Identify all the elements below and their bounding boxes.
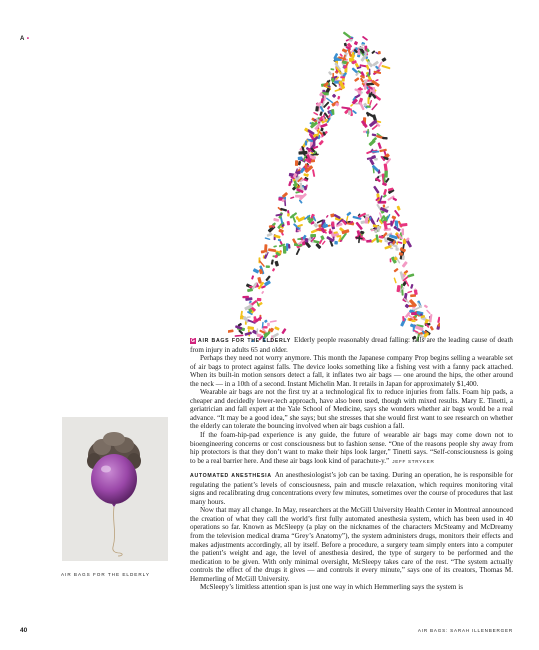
confetti-piece	[341, 106, 350, 109]
confetti-piece	[273, 218, 279, 222]
confetti-piece	[290, 196, 295, 199]
confetti-piece	[297, 238, 302, 240]
section-letter: A	[20, 36, 25, 42]
confetti-piece	[320, 127, 324, 131]
confetti-piece	[383, 204, 386, 207]
confetti-piece	[354, 41, 358, 45]
confetti-piece	[411, 312, 417, 315]
confetti-piece	[287, 213, 290, 217]
confetti-piece	[390, 221, 392, 227]
confetti-piece	[349, 58, 352, 62]
section1-lead-paragraph	[190, 336, 513, 354]
confetti-piece	[410, 323, 416, 328]
confetti-piece	[278, 228, 284, 233]
confetti-piece	[339, 53, 343, 57]
section2-lead-text: An anesthesiologist’s job can be taxing. During an operation, he is responsible for regulating the patient’s levels of consciousness, pain and muscle relaxation, which requires monitoring vital signs and recalibrating drug concentrations every few minutes, sometimes over the course of procedures that last many hours.	[190, 471, 513, 506]
section1-paragraph: Perhaps they need not worry anymore. This month the Japanese company Prop begins selling a wearable set of air bags to protect against falls. The device looks something like a fishing vest with a fanny pack attached. When its built-in motion sensors detect a fall, it inflates two air bags — one around the hips, the other around the neck — in a 10th of a second. Instant Michelin Man. It retails in Japan for approximately $1,400.	[190, 354, 513, 388]
confetti-piece	[313, 112, 318, 116]
confetti-piece	[393, 268, 398, 273]
confetti-piece	[424, 304, 428, 308]
confetti-piece	[295, 160, 298, 166]
confetti-piece	[312, 169, 315, 177]
confetti-piece	[281, 328, 286, 334]
confetti-piece	[337, 96, 340, 100]
confetti-piece	[373, 186, 380, 194]
confetti-piece	[384, 171, 388, 178]
section-icon: G	[191, 338, 195, 344]
confetti-piece	[298, 161, 301, 166]
confetti-piece	[265, 275, 271, 281]
confetti-piece	[272, 268, 275, 272]
confetti-piece	[332, 94, 337, 99]
balloon-photo-image	[62, 417, 168, 561]
confetti-piece	[390, 248, 393, 250]
confetti-piece	[228, 329, 234, 333]
confetti-piece	[430, 326, 434, 331]
confetti-piece	[381, 65, 390, 70]
confetti-piece	[256, 328, 258, 334]
confetti-piece	[348, 110, 351, 115]
confetti-piece	[261, 291, 264, 295]
confetti-piece	[395, 247, 398, 250]
confetti-piece	[401, 289, 403, 295]
article-body	[190, 336, 513, 592]
confetti-piece	[274, 261, 279, 267]
confetti-piece	[288, 181, 292, 186]
confetti-piece	[366, 240, 372, 243]
confetti-piece	[257, 277, 262, 284]
confetti-piece	[266, 265, 270, 268]
section2-paragraph: McSleepy’s limitless attention span is just one way in which Hemmerling says the system is	[200, 583, 463, 592]
confetti-piece	[369, 159, 375, 166]
section1-paragraph-text: If the foam-hip-pad experience is any guide, the future of wearable air bags may come down not to bioengineering concerns or cost consciousness but to fashion sense. “One of the reasons people shy away from hip protectors is that they don’t want to make their hips look larger,” Tinetti says. “Self-consciousness is going to be a real barrier here. And these air bags look kind of parachute-y.”	[190, 431, 513, 465]
confetti-piece	[402, 261, 408, 268]
photo-caption: AIR BAGS FOR THE ELDERLY	[61, 572, 150, 577]
confetti-piece	[355, 94, 361, 99]
confetti-letter-a-illustration	[228, 22, 440, 342]
confetti-piece	[267, 323, 270, 327]
confetti-piece	[369, 69, 371, 76]
confetti-piece	[327, 106, 331, 110]
confetti-piece	[298, 156, 303, 160]
confetti-piece	[410, 284, 413, 289]
confetti-piece	[343, 31, 352, 38]
confetti-piece	[391, 215, 396, 219]
section1-lead-text: Elderly people reasonably dread falling: falls are the leading cause of death from injury in adults 65 and older.	[190, 336, 513, 354]
confetti-piece	[368, 97, 370, 104]
confetti-piece	[346, 211, 351, 216]
confetti-piece	[340, 76, 345, 78]
confetti-piece	[268, 248, 276, 252]
confetti-piece	[390, 258, 392, 262]
confetti-piece	[264, 244, 267, 252]
section2-lead-paragraph	[190, 471, 513, 506]
confetti-piece	[305, 163, 308, 168]
confetti-piece	[298, 151, 307, 155]
confetti-piece	[393, 277, 396, 283]
page-number: 40	[20, 627, 28, 634]
section2-heading: AUTOMATED ANESTHESIA	[190, 473, 272, 480]
confetti-piece	[287, 221, 291, 226]
confetti-piece	[322, 240, 326, 245]
section-dot: •	[26, 36, 30, 42]
confetti-piece	[394, 210, 400, 217]
confetti-piece	[346, 216, 349, 222]
section1-heading: AIR BAGS FOR THE ELDERLY	[198, 338, 291, 344]
confetti-piece	[374, 158, 378, 161]
confetti-piece	[402, 228, 405, 235]
confetti-piece	[381, 57, 386, 62]
confetti-piece	[253, 268, 260, 274]
confetti-piece	[362, 44, 365, 46]
confetti-piece	[247, 326, 254, 330]
section1-paragraph-last	[190, 431, 513, 466]
confetti-piece	[378, 201, 387, 204]
confetti-piece	[267, 232, 273, 237]
confetti-piece	[251, 275, 254, 280]
confetti-piece	[379, 149, 387, 153]
confetti-piece	[264, 319, 268, 323]
confetti-piece	[273, 245, 277, 247]
confetti-piece	[247, 316, 251, 318]
confetti-piece	[354, 77, 360, 82]
confetti-piece	[372, 133, 377, 136]
confetti-piece	[397, 206, 401, 211]
confetti-piece	[397, 241, 402, 244]
confetti-piece	[437, 317, 440, 323]
confetti-piece	[315, 106, 319, 112]
confetti-piece	[350, 104, 353, 107]
confetti-piece	[274, 326, 280, 330]
confetti-piece	[320, 235, 325, 240]
confetti-piece	[384, 163, 388, 171]
balloon-head-photo	[62, 417, 168, 561]
confetti-piece	[371, 103, 378, 110]
confetti-piece	[405, 304, 410, 309]
confetti-piece	[412, 307, 415, 309]
confetti-piece	[397, 221, 399, 229]
confetti-piece	[297, 230, 301, 232]
confetti-piece	[310, 234, 316, 237]
confetti-piece	[367, 129, 369, 137]
confetti-piece	[407, 273, 414, 277]
confetti-piece	[283, 246, 286, 254]
confetti-piece	[426, 309, 431, 314]
confetti-piece	[360, 220, 365, 224]
confetti-piece	[334, 241, 338, 245]
confetti-piece	[377, 142, 382, 149]
confetti-piece	[362, 36, 368, 41]
confetti-piece	[378, 51, 381, 54]
confetti-piece	[326, 215, 329, 218]
confetti-piece	[315, 243, 321, 249]
confetti-piece	[402, 255, 405, 260]
confetti-piece	[296, 248, 301, 255]
confetti-piece	[270, 320, 277, 323]
confetti-piece	[375, 79, 379, 82]
confetti-piece	[257, 298, 262, 302]
confetti-piece	[382, 137, 388, 140]
confetti-piece	[320, 123, 328, 128]
confetti-piece	[331, 221, 334, 226]
illustration-credit: AIR BAGS: SARAH ILLENBERGER	[417, 628, 513, 633]
confetti-piece	[271, 259, 274, 264]
confetti-piece	[355, 103, 359, 105]
confetti-piece	[328, 71, 332, 76]
confetti-piece	[330, 68, 334, 70]
confetti-piece	[371, 50, 375, 54]
confetti-piece	[365, 217, 369, 224]
confetti-piece	[326, 97, 334, 103]
section-marker	[20, 36, 29, 42]
section2-paragraph: Now that may all change. In May, researchers at the McGill University Health Center in Montreal announced the creation of what they call the world’s first fully automated anesthesia system, which has been used in 40 operations so far. Known as McSleepy (a play on the nicknames of the characters McSteamy and McDreamy from the television medical drama “Grey’s Anatomy”), the system administers drugs, monitors their effects and makes adjustments accordingly, all by itself. Before a procedure, a surgery team simply enters into a computer the patient’s weight and age, the level of anesthesia desired, the type of surgery to be performed and the medication to be given. With only minimal oversight, McSleepy takes care of the rest. “The system actually controls the effect of the drugs it gives — and controls it every minute,” says one of its creators, Thomas M. Hemmerling of McGill University.	[190, 506, 513, 583]
confetti-piece	[251, 300, 258, 306]
confetti-piece	[305, 140, 308, 145]
confetti-piece	[242, 296, 249, 299]
confetti-piece	[372, 61, 379, 67]
confetti-piece	[269, 327, 274, 332]
confetti-piece	[278, 239, 281, 242]
author-signature: JEFF STRYKER	[392, 458, 435, 464]
confetti-piece	[265, 237, 271, 240]
confetti-piece	[319, 111, 323, 116]
confetti-piece	[372, 151, 379, 153]
balloon-shape	[91, 454, 137, 504]
confetti-piece	[383, 189, 387, 195]
confetti-piece	[407, 291, 412, 294]
section1-paragraph: Wearable air bags are not the first try at a technological fix to reduce injuries from falls. Foam hip pads, a cheaper and decidedly lower-tech approach, have also been used, though with mixed results. Mary E. Tinetti, a geriatrician and fall expert at the Yale School of Medicine, says she wonders whether air bags would be a real advance. “It may be a good idea,” she says; but she stresses that she would first want to see research on whether the elderly can tolerate the bouncing involved when air bags cushion a fall.	[190, 388, 513, 431]
confetti-piece	[318, 140, 323, 146]
